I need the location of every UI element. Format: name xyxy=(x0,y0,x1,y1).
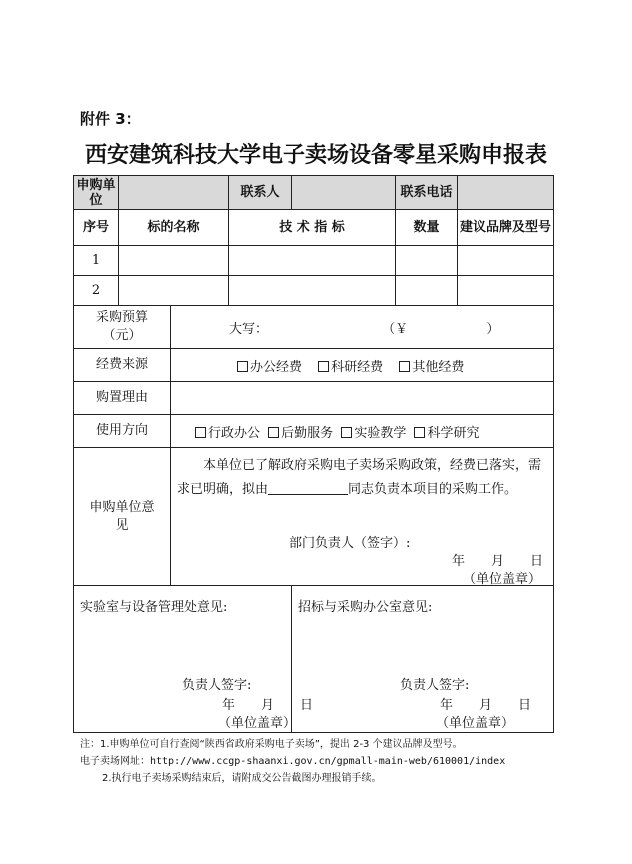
lab-opinion-label: 实验室与设备管理处意见: xyxy=(80,600,228,615)
person-blank[interactable] xyxy=(268,480,348,495)
col-brand-model: 建议品牌及型号 xyxy=(458,210,554,246)
usage-options xyxy=(171,415,554,448)
lab-date: 年 月 日 xyxy=(222,698,314,713)
page-title: 西安建筑科技大学电子卖场设备零星采购申报表 xyxy=(84,142,547,168)
attachment-label: 附件 3： xyxy=(80,110,141,128)
checkbox-icon[interactable] xyxy=(268,427,279,438)
col-seq: 序号 xyxy=(74,210,119,246)
lab-opinion-cell xyxy=(74,586,314,733)
phone-value[interactable] xyxy=(458,176,554,210)
purchase-reason-value[interactable] xyxy=(171,382,554,415)
checkbox-icon[interactable] xyxy=(399,361,410,372)
phone-label: 联系电话 xyxy=(396,176,458,210)
opinion-label-text: 申购单位意见 xyxy=(89,499,155,533)
budget-yuan-open: （￥ xyxy=(382,321,409,337)
purchase-form-table xyxy=(73,175,554,733)
budget-value[interactable] xyxy=(171,306,554,349)
usage-option[interactable]: 后勤服务 xyxy=(268,426,333,441)
bid-date: 年 月 日 xyxy=(440,698,532,713)
note-line-3: 2.执行电子卖场采购结束后，请附成交公告截图办理报销手续。 xyxy=(102,773,382,784)
opinion-label xyxy=(74,448,171,586)
checkbox-icon[interactable] xyxy=(318,361,329,372)
opinion-signer: 部门负责人（签字）: xyxy=(289,536,411,551)
contact-value[interactable] xyxy=(292,176,396,210)
col-tech-spec: 技 术 指 标 xyxy=(229,210,396,246)
opinion-text: 本单位已了解政府采购电子卖场采购政策，经费已落实，需求已明确，拟由 同志负责本项目的采购工作。 xyxy=(177,458,542,497)
table-row xyxy=(74,246,554,276)
lab-seal: （单位盖章） xyxy=(218,716,297,731)
budget-label-text: 采购预算（元） xyxy=(95,310,148,343)
opinion-date: 年 月 日 xyxy=(451,554,543,569)
tech-spec-cell[interactable] xyxy=(229,276,396,306)
note-line-2: 电子卖场网址：http://www.ccgp-shaanxi.gov.cn/gpmall-main-web/610001/index xyxy=(80,756,506,767)
bid-seal: （单位盖章） xyxy=(436,716,515,731)
usage-option[interactable]: 行政办公 xyxy=(195,426,260,441)
row-seq: 1 xyxy=(74,246,119,276)
bid-opinion-cell xyxy=(292,586,554,733)
contact-label: 联系人 xyxy=(229,176,292,210)
usage-label: 使用方向 xyxy=(74,415,171,448)
usage-option[interactable]: 实验教学 xyxy=(341,426,406,441)
fund-option[interactable]: 办公经费 xyxy=(237,360,302,375)
checkbox-icon[interactable] xyxy=(414,427,425,438)
fund-source-options xyxy=(171,349,554,382)
fund-option[interactable]: 其他经费 xyxy=(399,360,464,375)
item-name-cell[interactable] xyxy=(119,246,229,276)
fund-source-label: 经费来源 xyxy=(74,349,171,382)
col-item-name: 标的名称 xyxy=(119,210,229,246)
table-row xyxy=(74,276,554,306)
lab-signer: 负责人签字: xyxy=(182,678,252,693)
purchase-reason-label: 购置理由 xyxy=(74,382,171,415)
brand-model-cell[interactable] xyxy=(458,276,554,306)
notes xyxy=(80,736,505,787)
checkbox-icon[interactable] xyxy=(195,427,206,438)
usage-option[interactable]: 科学研究 xyxy=(414,426,479,441)
tech-spec-cell[interactable] xyxy=(229,246,396,276)
bid-opinion-label: 招标与采购办公室意见: xyxy=(298,600,433,615)
opinion-seal: （单位盖章） xyxy=(462,572,541,587)
note-line-1: 注：1.申购单位可自行查阅“陕西省政府采购电子卖场”，提出 2-3 个建议品牌及型号。 xyxy=(80,739,463,750)
budget-uppercase-label: 大写： xyxy=(229,321,269,337)
budget-yuan-close: ） xyxy=(486,321,500,337)
mall-url-link[interactable]: http://www.ccgp-shaanxi.gov.cn/gpmall-main-web/610001/index xyxy=(150,756,506,767)
checkbox-icon[interactable] xyxy=(237,361,248,372)
row-seq: 2 xyxy=(74,276,119,306)
opinion-cell xyxy=(171,448,554,586)
checkbox-icon[interactable] xyxy=(341,427,352,438)
brand-model-cell[interactable] xyxy=(458,246,554,276)
unit-value[interactable] xyxy=(119,176,229,210)
quantity-cell[interactable] xyxy=(396,276,458,306)
bid-signer: 负责人签字: xyxy=(400,678,470,693)
quantity-cell[interactable] xyxy=(396,246,458,276)
fund-option[interactable]: 科研经费 xyxy=(318,360,383,375)
unit-label: 申购单位 xyxy=(74,176,119,210)
item-name-cell[interactable] xyxy=(119,276,229,306)
col-quantity: 数量 xyxy=(396,210,458,246)
budget-label xyxy=(74,306,171,349)
